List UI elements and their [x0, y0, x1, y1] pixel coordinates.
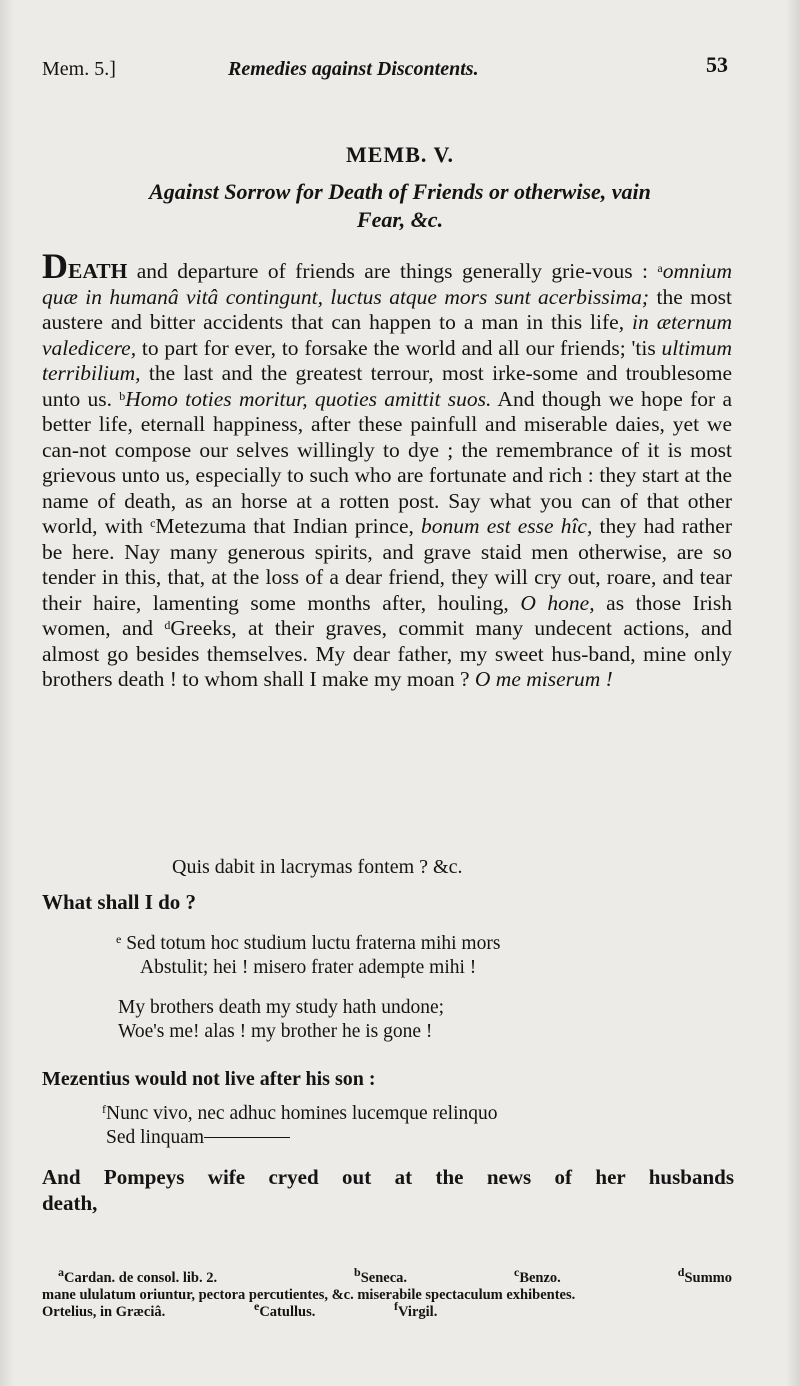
footnote-mark: b — [354, 1265, 361, 1279]
footnote-a: Cardan. de consol. lib. 2. — [64, 1270, 218, 1286]
footnote-mark: f — [394, 1299, 398, 1313]
verse-line: Nunc vivo, nec adhuc homines lucemque relinquo — [106, 1103, 498, 1124]
body-span: and departure of friends are things generally grie-vous : — [127, 259, 658, 283]
latin-span: O hone, — [520, 590, 595, 615]
what-shall-heading: What shall I do ? — [42, 890, 197, 914]
body-span: EATH — [68, 259, 128, 283]
footnote-c: Benzo. — [519, 1270, 561, 1286]
footnote-ref: b — [119, 388, 126, 403]
pompey-paragraph — [42, 1164, 734, 1216]
footnote-b: Seneca. — [360, 1270, 407, 1286]
footnote-ref: e — [116, 932, 122, 946]
catullus-verse — [116, 932, 500, 980]
header-title: Remedies against Discontents. — [228, 58, 479, 80]
body-span: Metezuma that Indian prince, — [155, 514, 422, 538]
footnote-mark: a — [58, 1265, 64, 1279]
footnote-d-start: Summo — [684, 1270, 732, 1286]
body-span: as those Irish women, and — [42, 590, 733, 640]
subtitle-line-1: Against Sorrow for Death of Friends or otherwise, vain — [149, 179, 651, 204]
pompey-line-2: death, — [42, 1191, 98, 1215]
verse-line: Abstulit; hei ! misero frater adempte mihi ! — [140, 957, 477, 978]
body-span: the most austere and bitter accidents that can happen to a man in this life, — [42, 284, 732, 334]
mezentius-heading: Mezentius would not live after his son : — [42, 1068, 376, 1090]
translation-verse — [118, 996, 444, 1044]
footnote-d-cont: mane ululatum oriuntur, pectora percutientes, &c. miserabile spectaculum exhibentes. — [42, 1287, 576, 1303]
pompey-line-1: And Pompeys wife cryed out at the news of her husbands — [42, 1165, 734, 1189]
latin-span: O me miserum ! — [474, 667, 613, 691]
latin-quote: Quis dabit in lacrymas fontem ? &c. — [172, 856, 463, 878]
body-span: they had rather be here. Nay many generous spirits, and grave staid men otherwise, are so tender in this, that, at the loss of a dear friend, they will cry out, roare, and tear their haire, lamenting some months after, houling, — [42, 514, 733, 615]
page-number: 53 — [706, 52, 728, 77]
running-header — [42, 52, 742, 88]
footnote-f: Virgil. — [398, 1304, 438, 1320]
footnote-mark: c — [514, 1265, 520, 1279]
latin-span: bonum est esse hîc, — [421, 514, 593, 538]
subtitle-line-2: Fear, &c. — [356, 207, 444, 232]
footnotes — [42, 1265, 742, 1321]
latin-span: Homo toties moritur, quoties amittit suos. — [125, 386, 492, 411]
verse-line: Sed linquam — [106, 1127, 205, 1148]
footnote-ref: a — [657, 261, 663, 275]
verse-line: My brothers death my study hath undone; — [118, 997, 445, 1018]
header-section: Mem. 5.] — [42, 58, 116, 80]
body-span: to part for ever, to forsake the world and all our friends; 'tis — [136, 335, 662, 360]
footnote-d-end: Ortelius, in Græciâ. — [42, 1304, 166, 1320]
latin-span: omnium quæ in humanâ vitâ contingunt, luctus atque mors sunt acerbissima; — [42, 259, 732, 309]
virgil-verse — [102, 1102, 498, 1150]
member-heading: MEMB. V. — [345, 142, 455, 167]
body-span: the last and the greatest terrour, most irke-some and troublesome unto us. — [42, 361, 732, 411]
body-span: Greeks, at their graves, commit many undecent actions, and almost go besides themselves. My dear father, my sweet hus-band, mine only brothers death ! to whom shall I make my moan ? — [42, 616, 732, 691]
body-span: And though we hope for a better life, eternall happiness, after these painfull and miserable daies, yet we can-not compose our selves willingly to dye ; the remembrance of it is most grievous unto us, especially to such who are fortunate and rich : they start at the name of death, as an horse at a rotten post. Say what you can of that other world, with — [42, 386, 732, 538]
body-paragraph — [42, 246, 733, 693]
footnote-mark: e — [254, 1299, 260, 1313]
latin-span: in æternum valedicere, — [42, 310, 732, 360]
verse-line: Woe's me! alas ! my brother he is gone ! — [118, 1021, 433, 1042]
drop-cap: D — [42, 246, 68, 286]
footnote-mark: d — [677, 1265, 685, 1279]
footnote-ref: c — [150, 516, 156, 530]
footnote-e: Catullus. — [259, 1304, 316, 1320]
footnote-ref: f — [102, 1102, 106, 1116]
latin-span: ultimum terribilium, — [42, 335, 732, 385]
em-dash-rule — [204, 1137, 290, 1138]
verse-line: Sed totum hoc studium luctu fraterna mihi mors — [126, 933, 501, 954]
footnote-ref: d — [164, 618, 171, 632]
member-subtitle — [50, 178, 750, 234]
